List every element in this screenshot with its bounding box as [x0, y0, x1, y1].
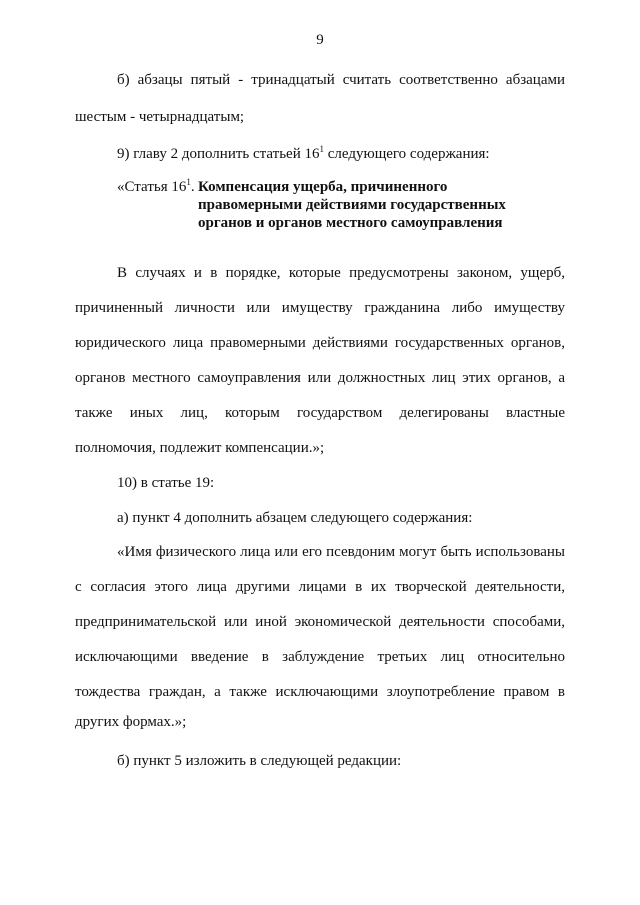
paragraph-line: исключающими введение в заблуждение третьих лиц относительно [75, 649, 565, 665]
article-title-line: Компенсация ущерба, причиненного [198, 179, 448, 195]
paragraph-line: юридического лица правомерными действиями государственных органов, [75, 335, 565, 351]
page-number: 9 [316, 32, 324, 48]
paragraph-line: предпринимательской или иной экономической деятельности способами, [75, 614, 565, 630]
paragraph-line: «Имя физического лица или его псевдоним могут быть использованы [117, 544, 565, 560]
paragraph-line: причиненный личности или имуществу гражданина либо имуществу [75, 300, 565, 316]
article-number: «Статья 16 [117, 179, 187, 195]
item-text: следующего содержания: [324, 146, 490, 162]
paragraph-line: органов местного самоуправления или должностных лиц этих органов, а [75, 370, 565, 386]
amendment-item-9 [117, 145, 490, 163]
paragraph-line: б) абзацы пятый - тринадцатый считать соответственно абзацами [117, 72, 565, 88]
paragraph-line: других формах.»; [75, 714, 187, 730]
paragraph-line: полномочия, подлежит компенсации.»; [75, 440, 325, 456]
article-heading-prefix [117, 178, 195, 196]
item-text: 9) главу 2 дополнить статьей 16 [117, 146, 320, 162]
paragraph-line: тождества граждан, а также исключающими злоупотребление правом в [75, 684, 565, 700]
paragraph-line: шестым - четырнадцатым; [75, 109, 245, 125]
paragraph-line: В случаях и в порядке, которые предусмотрены законом, ущерб, [117, 265, 565, 281]
amendment-subitem-b: б) пункт 5 изложить в следующей редакции: [117, 753, 402, 769]
superscript: 1 [186, 177, 191, 187]
heading-dot: . [190, 179, 195, 195]
article-title-line: органов и органов местного самоуправления [198, 215, 503, 231]
amendment-subitem-a: а) пункт 4 дополнить абзацем следующего содержания: [117, 510, 473, 526]
paragraph-line: с согласия этого лица другими лицами в их творческой деятельности, [75, 579, 565, 595]
amendment-item-10: 10) в статье 19: [117, 475, 215, 491]
article-title-line: правомерными действиями государственных [198, 197, 506, 213]
paragraph-line: также иных лиц, которым государством делегированы властные [75, 405, 565, 421]
superscript: 1 [319, 144, 324, 154]
